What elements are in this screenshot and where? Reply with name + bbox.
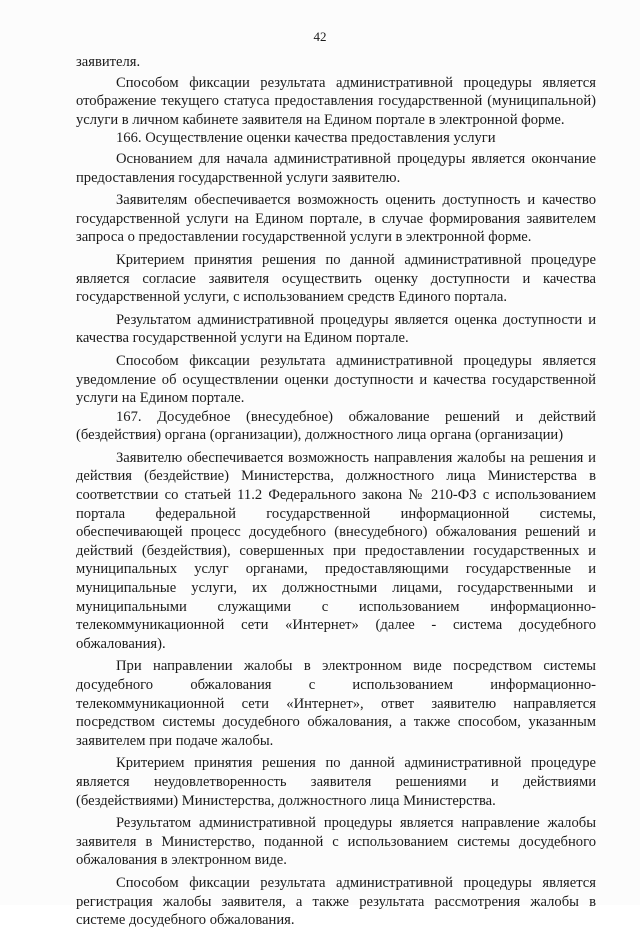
paragraph: Основанием для начала административной процедуры является окончание предоставления государственной услуги заявителю. <box>76 150 596 186</box>
paragraph-continuation: заявителя. <box>76 54 141 70</box>
paragraph: Заявителям обеспечивается возможность оценить доступность и качество государственной услуги на Едином портале, в случае формирования заявителем запроса о предоставлении государственной услуги в электронной форме. <box>76 192 596 246</box>
paragraph: Критерием принятия решения по данной административной процедуре является неудовлетворенность заявителя решениями и действиями (бездействиями) Министерства, должностного лица Министерства. <box>76 755 596 809</box>
paragraph: Заявителю обеспечивается возможность направления жалобы на решения и действия (бездействие) Министерства, должностного лица Министерства в соответствии со статьей 11.2 Федерального закона № 210-ФЗ с использованием портала федеральной государственной информационной системы, обеспечивающей процесс досудебного (внесудебного) обжалования решений и действий (бездействия), совершенных при предоставлении государственных и муниципальных услуг органами, предоставляющими государственные и муниципальные услуги, их должностными лицами, государственными и муниципальными служащими с использованием информационно-телекоммуникационной сети «Интернет» (далее - система досудебного обжалования). <box>76 449 596 652</box>
document-body <box>76 53 596 930</box>
paragraph: Результатом административной процедуры является направление жалобы заявителя в Министерство, поданной с использованием системы досудебного обжалования в электронном виде. <box>76 815 596 869</box>
paragraph: Способом фиксации результата административной процедуры является регистрация жалобы заявителя, а также результата рассмотрения жалобы в системе досудебного обжалования. <box>76 874 596 929</box>
paragraph: Способом фиксации результата административной процедуры является уведомление об осуществлении оценки доступности и качества государственной услуги на Едином портале. <box>76 352 596 407</box>
page-number: 42 <box>313 29 327 44</box>
paragraph: Результатом административной процедуры является оценка доступности и качества государственной услуги на Едином портале. <box>76 311 596 347</box>
section-heading-166: 166. Осуществление оценки качества предоставления услуги <box>116 130 496 147</box>
paragraph: При направлении жалобы в электронном виде посредством системы досудебного обжалования с использованием информационно-телекоммуникационной сети «Интернет», ответ заявителю направляется посредством системы досудебного обжалования, а также способом, указанным заявителем при подаче жалобы. <box>76 658 596 749</box>
paragraph: Критерием принятия решения по данной административной процедуре является согласие заявителя осуществить оценку доступности и качества государственной услуги, с использованием средств Единого портала. <box>76 251 596 306</box>
paragraph: Способом фиксации результата административной процедуры является отображение текущего статуса предоставления государственной (муниципальной) услуги в личном кабинете заявителя на Едином портале в электронной форме. <box>76 74 596 128</box>
section-heading-167: 167. Досудебное (внесудебное) обжалование решений и действий (бездействия) органа (организации), должностного лица органа (организации) <box>76 408 596 444</box>
